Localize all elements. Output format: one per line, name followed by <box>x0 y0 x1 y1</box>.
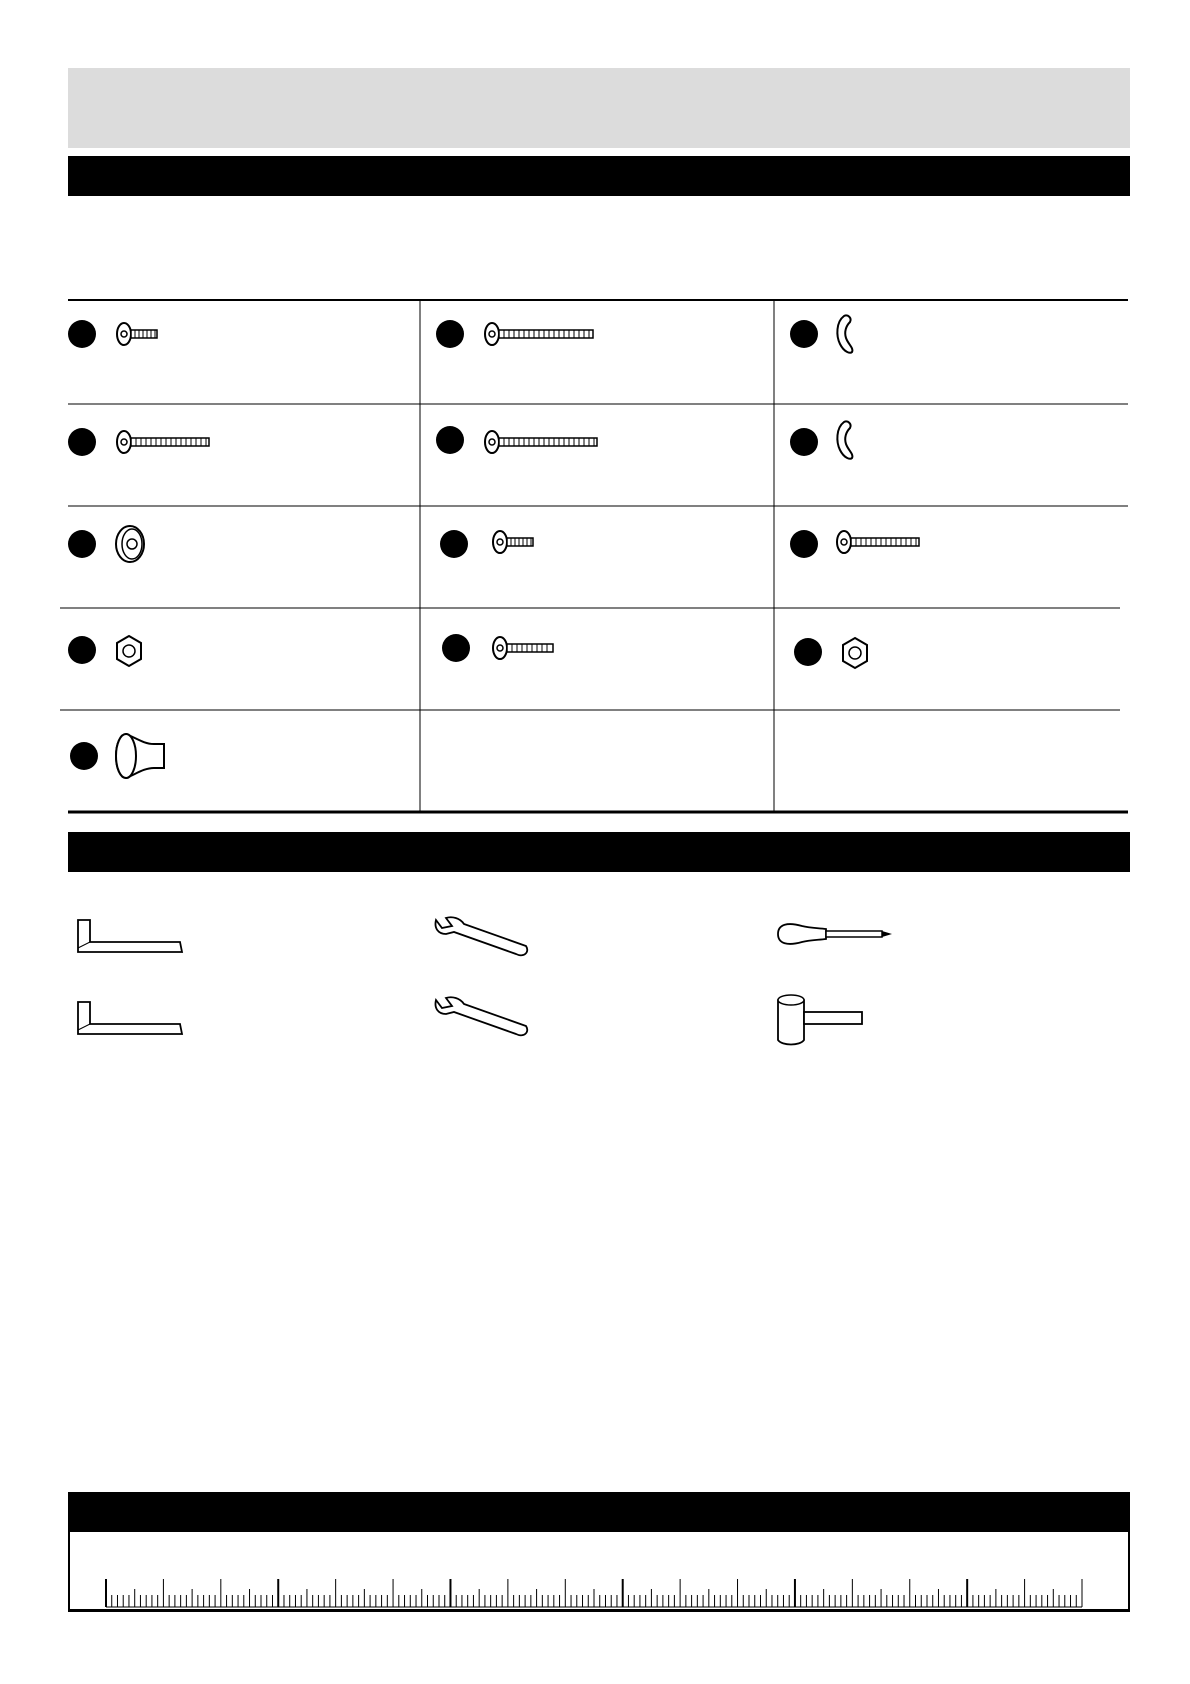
medium-bolt-icon <box>834 528 924 556</box>
fitting-badge <box>68 636 96 664</box>
fitting-badge <box>442 634 470 662</box>
allen-key-icon <box>76 1000 186 1036</box>
cam-clip-icon <box>832 420 862 464</box>
fitting-badge <box>70 742 98 770</box>
long-bolt-icon <box>482 320 597 348</box>
washer-icon <box>114 524 148 566</box>
cam-clip-icon <box>832 314 862 358</box>
screwdriver-icon <box>774 920 894 948</box>
medium-bolt-icon <box>490 634 560 662</box>
fitting-badge <box>436 320 464 348</box>
fitting-badge <box>794 638 822 666</box>
ruler-section-bar <box>68 1492 1130 1532</box>
tools-section-bar <box>68 832 1130 872</box>
fitting-badge <box>790 530 818 558</box>
mallet-icon <box>772 990 872 1050</box>
spanner-icon <box>432 916 532 962</box>
fitting-badge <box>790 320 818 348</box>
measuring-ruler <box>70 1532 1128 1609</box>
plastic-cap-icon <box>114 732 170 780</box>
long-bolt-icon <box>114 428 214 456</box>
fitting-badge <box>68 320 96 348</box>
fitting-badge <box>440 530 468 558</box>
spanner-icon <box>432 996 532 1042</box>
long-bolt-icon <box>482 428 602 456</box>
header-band <box>68 68 1130 148</box>
short-bolt-icon <box>114 320 164 348</box>
hex-nut-icon <box>840 636 870 670</box>
fitting-badge <box>436 426 464 454</box>
fittings-section-bar <box>68 156 1130 196</box>
fitting-badge <box>68 530 96 558</box>
allen-key-icon <box>76 918 186 954</box>
fitting-badge <box>68 428 96 456</box>
hex-nut-icon <box>114 634 144 668</box>
fitting-badge <box>790 428 818 456</box>
short-bolt-icon <box>490 528 540 556</box>
ruler-box <box>68 1532 1130 1612</box>
